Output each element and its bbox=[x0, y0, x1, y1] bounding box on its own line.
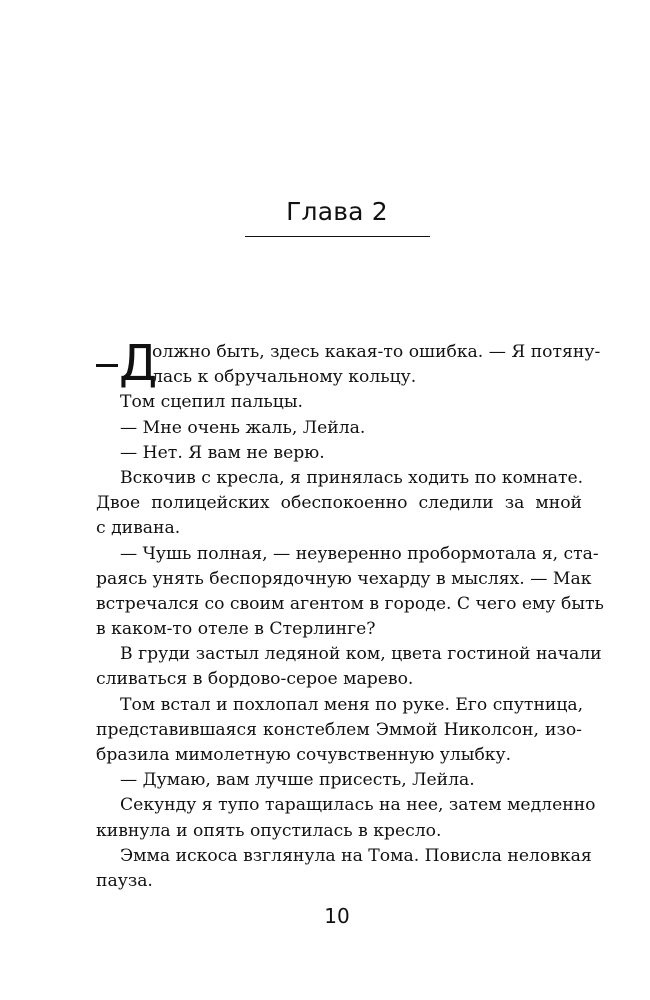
text-line: Вскочив с кресла, я принялась ходить по комнате. bbox=[120, 467, 584, 488]
text-line: — Мне очень жаль, Лейла. bbox=[120, 417, 366, 438]
drop-cap-letter: Д bbox=[119, 335, 158, 392]
text-line: сливаться в бордово-серое марево. bbox=[96, 669, 414, 690]
text-line: встречался со своим агентом в городе. С чего ему быть bbox=[96, 593, 604, 614]
text-line: пауза. bbox=[96, 870, 153, 891]
text-line: с дивана. bbox=[96, 518, 181, 539]
text-line: кивнула и опять опустилась в кресло. bbox=[96, 820, 442, 841]
text-line: Секунду я тупо таращилась на нее, затем медленно bbox=[120, 795, 596, 816]
text-line: в каком-то отеле в Стерлинге? bbox=[96, 619, 376, 640]
text-line: бразила мимолетную сочувственную улыбку. bbox=[96, 745, 512, 765]
drop-cap-dash bbox=[96, 364, 118, 367]
drop-cap bbox=[96, 336, 157, 392]
text-line-content: олжно быть, здесь какая-то ошибка. — Я потяну- bbox=[152, 342, 601, 362]
body-text bbox=[96, 335, 604, 894]
page-number: 10 bbox=[324, 904, 350, 928]
text-line: — Думаю, вам лучше присесть, Лейла. bbox=[120, 770, 475, 791]
text-line: Эмма искоса взглянула на Тома. Повисла неловкая bbox=[120, 845, 592, 866]
text-line: лась к обручальному кольцу. bbox=[152, 367, 417, 388]
text-line: Том встал и похлопал меня по руке. Его спутница, bbox=[120, 694, 584, 715]
text-line: — Нет. Я вам не верю. bbox=[120, 442, 325, 463]
chapter-divider bbox=[245, 236, 430, 237]
text-line: — Чушь полная, — неуверенно пробормотала я, ста- bbox=[120, 543, 599, 564]
text-line: Том сцепил пальцы. bbox=[120, 392, 303, 413]
chapter-title: Глава 2 bbox=[286, 197, 388, 226]
text-line: Двое полицейских обеспокоенно следили за мной bbox=[96, 493, 582, 514]
text-line: раясь унять беспорядочную чехарду в мыслях. — Мак bbox=[96, 568, 592, 589]
text-line: представившаяся констеблем Эммой Николсон, изо- bbox=[96, 719, 582, 740]
text-line: В груди застыл ледяной ком, цвета гостиной начали bbox=[120, 644, 602, 665]
